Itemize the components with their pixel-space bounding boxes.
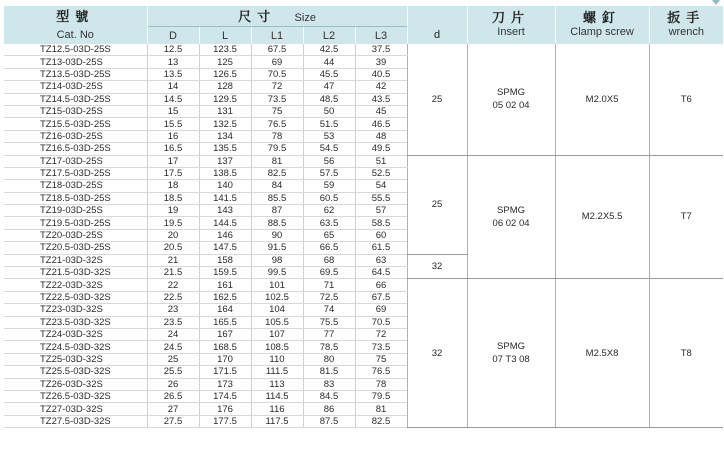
cat-no-cell: TZ25.5-03D-32S: [4, 366, 147, 378]
dim-D-cell: 14: [147, 81, 199, 93]
header-dimensions: 尺寸 Size: [147, 6, 407, 27]
dim-L3-cell: 37.5: [355, 44, 407, 56]
clamp-screw-cell: M2.0X5: [555, 44, 649, 155]
dim-D-cell: 13.5: [147, 68, 199, 80]
header-model-zh: 型號: [4, 6, 147, 27]
dim-L2-cell: 59: [303, 180, 355, 192]
cat-no-cell: TZ20-03D-25S: [4, 229, 147, 241]
cat-no-cell: TZ14-03D-25S: [4, 81, 147, 93]
dim-L2-cell: 68: [303, 254, 355, 266]
dim-D-cell: 20.5: [147, 242, 199, 254]
dim-D-cell: 27.5: [147, 415, 199, 427]
insert-code: 07 T3 08: [492, 354, 530, 366]
dim-L3-cell: 79.5: [355, 390, 407, 402]
dim-L1-cell: 85.5: [251, 192, 303, 204]
dim-L1-cell: 99.5: [251, 267, 303, 279]
dim-L3-cell: 67.5: [355, 291, 407, 303]
header-dim-L3: L3: [355, 27, 407, 45]
dim-L1-cell: 87: [251, 205, 303, 217]
dim-D-cell: 19: [147, 205, 199, 217]
dim-L2-cell: 84.5: [303, 390, 355, 402]
dim-L2-cell: 72.5: [303, 291, 355, 303]
dim-L-cell: 135.5: [199, 143, 251, 155]
table-row: [4, 155, 723, 167]
dim-D-cell: 20: [147, 229, 199, 241]
header-model-en: Cat. No: [4, 27, 147, 45]
dim-L1-cell: 113: [251, 378, 303, 390]
dim-L-cell: 158: [199, 254, 251, 266]
dim-L1-cell: 117.5: [251, 415, 303, 427]
cat-no-cell: TZ24-03D-32S: [4, 328, 147, 340]
dim-L3-cell: 39: [355, 56, 407, 68]
dim-L-cell: 131: [199, 105, 251, 117]
dim-L-cell: 173: [199, 378, 251, 390]
dim-L1-cell: 110: [251, 353, 303, 365]
dim-L2-cell: 78.5: [303, 341, 355, 353]
dim-L-cell: 159.5: [199, 267, 251, 279]
dim-L1-cell: 67.5: [251, 44, 303, 56]
clamp-screw-cell: M2.2X5.5: [555, 155, 649, 279]
dim-L-cell: 165.5: [199, 316, 251, 328]
dim-L3-cell: 42: [355, 81, 407, 93]
dim-L-cell: 146: [199, 229, 251, 241]
dim-L3-cell: 45: [355, 105, 407, 117]
header-clamp-screw: 螺釘 Clamp screw: [555, 6, 649, 44]
dim-L-cell: 141.5: [199, 192, 251, 204]
dim-L1-cell: 82.5: [251, 167, 303, 179]
cat-no-cell: TZ12.5-03D-25S: [4, 44, 147, 56]
cat-no-cell: TZ22.5-03D-32S: [4, 291, 147, 303]
cat-no-cell: TZ21.5-03D-32S: [4, 267, 147, 279]
dim-L2-cell: 83: [303, 378, 355, 390]
dim-L1-cell: 76.5: [251, 118, 303, 130]
dim-L3-cell: 73.5: [355, 341, 407, 353]
dim-L3-cell: 72: [355, 328, 407, 340]
dim-L-cell: 138.5: [199, 167, 251, 179]
dim-L1-cell: 88.5: [251, 217, 303, 229]
cat-no-cell: TZ13-03D-25S: [4, 56, 147, 68]
dim-D-cell: 21.5: [147, 267, 199, 279]
cat-no-cell: TZ19.5-03D-25S: [4, 217, 147, 229]
cat-no-cell: TZ16-03D-25S: [4, 130, 147, 142]
dim-D-cell: 24: [147, 328, 199, 340]
cat-no-cell: TZ19-03D-25S: [4, 205, 147, 217]
cat-no-cell: TZ13.5-03D-25S: [4, 68, 147, 80]
dim-L1-cell: 84: [251, 180, 303, 192]
header-dim-L: L: [199, 27, 251, 45]
dim-D-cell: 19.5: [147, 217, 199, 229]
dim-L-cell: 137: [199, 155, 251, 167]
dim-L3-cell: 75: [355, 353, 407, 365]
wrench-cell: T6: [649, 44, 723, 155]
dim-L-cell: 164: [199, 304, 251, 316]
dim-L3-cell: 81: [355, 403, 407, 415]
dim-D-cell: 26.5: [147, 390, 199, 402]
dim-L-cell: 147.5: [199, 242, 251, 254]
header-insert: 刀片 Insert: [467, 6, 555, 44]
dim-L1-cell: 107: [251, 328, 303, 340]
arrow-marker-icon: [712, 0, 720, 5]
dim-L3-cell: 82.5: [355, 415, 407, 427]
table-row: [4, 279, 723, 291]
dim-L2-cell: 57.5: [303, 167, 355, 179]
dim-L2-cell: 80: [303, 353, 355, 365]
dim-D-cell: 26: [147, 378, 199, 390]
dim-L-cell: 123.5: [199, 44, 251, 56]
dim-L3-cell: 49.5: [355, 143, 407, 155]
dim-L-cell: 168.5: [199, 341, 251, 353]
dim-L2-cell: 50: [303, 105, 355, 117]
dim-D-cell: 15: [147, 105, 199, 117]
dim-L2-cell: 44: [303, 56, 355, 68]
cat-no-cell: TZ22-03D-32S: [4, 279, 147, 291]
cat-no-cell: TZ15.5-03D-25S: [4, 118, 147, 130]
dim-D-cell: 17: [147, 155, 199, 167]
dim-L-cell: 171.5: [199, 366, 251, 378]
insert-code: 05 02 04: [492, 100, 530, 112]
shank-d-cell: 32: [407, 254, 467, 279]
dim-L3-cell: 55.5: [355, 192, 407, 204]
cat-no-cell: TZ21-03D-32S: [4, 254, 147, 266]
dim-L3-cell: 60: [355, 229, 407, 241]
dim-L-cell: 177.5: [199, 415, 251, 427]
dim-L3-cell: 66: [355, 279, 407, 291]
shank-d-cell: 32: [407, 279, 467, 428]
dim-L1-cell: 111.5: [251, 366, 303, 378]
dim-L1-cell: 116: [251, 403, 303, 415]
dim-D-cell: 25: [147, 353, 199, 365]
cat-no-cell: TZ23-03D-32S: [4, 304, 147, 316]
dim-D-cell: 15.5: [147, 118, 199, 130]
dim-D-cell: 25.5: [147, 366, 199, 378]
dim-L-cell: 167: [199, 328, 251, 340]
cat-no-cell: TZ15-03D-25S: [4, 105, 147, 117]
dim-D-cell: 18.5: [147, 192, 199, 204]
dim-L1-cell: 108.5: [251, 341, 303, 353]
dim-D-cell: 17.5: [147, 167, 199, 179]
dim-L1-cell: 91.5: [251, 242, 303, 254]
dim-L3-cell: 46.5: [355, 118, 407, 130]
dim-D-cell: 21: [147, 254, 199, 266]
clamp-screw-cell: M2.5X8: [555, 279, 649, 428]
dim-D-cell: 18: [147, 180, 199, 192]
dim-L1-cell: 72: [251, 81, 303, 93]
dim-D-cell: 24.5: [147, 341, 199, 353]
dim-L-cell: 128: [199, 81, 251, 93]
wrench-cell: T8: [649, 279, 723, 428]
dim-L3-cell: 76.5: [355, 366, 407, 378]
table-row: [4, 44, 723, 56]
dim-L2-cell: 51.5: [303, 118, 355, 130]
dim-D-cell: 27: [147, 403, 199, 415]
header-dim-L1: L1: [251, 27, 303, 45]
cat-no-cell: TZ18-03D-25S: [4, 180, 147, 192]
dim-L-cell: 140: [199, 180, 251, 192]
dim-L2-cell: 65: [303, 229, 355, 241]
dim-L1-cell: 104: [251, 304, 303, 316]
dim-L1-cell: 105.5: [251, 316, 303, 328]
dim-D-cell: 16: [147, 130, 199, 142]
dim-L2-cell: 86: [303, 403, 355, 415]
dim-L1-cell: 102.5: [251, 291, 303, 303]
dim-L2-cell: 63.5: [303, 217, 355, 229]
dim-L2-cell: 48.5: [303, 93, 355, 105]
cat-no-cell: TZ14.5-03D-25S: [4, 93, 147, 105]
header-dim-D: D: [147, 27, 199, 45]
insert-name: SPMG: [497, 87, 526, 99]
dim-L2-cell: 60.5: [303, 192, 355, 204]
dim-L2-cell: 53: [303, 130, 355, 142]
dim-L-cell: 129.5: [199, 93, 251, 105]
dim-L1-cell: 78: [251, 130, 303, 142]
dim-L1-cell: 79.5: [251, 143, 303, 155]
dim-L3-cell: 54: [355, 180, 407, 192]
dim-D-cell: 22: [147, 279, 199, 291]
dim-D-cell: 23: [147, 304, 199, 316]
dim-L-cell: 176: [199, 403, 251, 415]
dim-D-cell: 22.5: [147, 291, 199, 303]
dim-L1-cell: 73.5: [251, 93, 303, 105]
dim-L1-cell: 101: [251, 279, 303, 291]
dim-D-cell: 23.5: [147, 316, 199, 328]
dim-L3-cell: 69: [355, 304, 407, 316]
dim-L3-cell: 64.5: [355, 267, 407, 279]
header-d: d: [407, 6, 467, 44]
dim-L1-cell: 81: [251, 155, 303, 167]
cat-no-cell: TZ18.5-03D-25S: [4, 192, 147, 204]
cat-no-cell: TZ27-03D-32S: [4, 403, 147, 415]
insert-name: SPMG: [497, 341, 526, 353]
header-wrench: 扳手 wrench: [649, 6, 723, 44]
cat-no-cell: TZ25-03D-32S: [4, 353, 147, 365]
dim-L-cell: 170: [199, 353, 251, 365]
dim-L2-cell: 47: [303, 81, 355, 93]
dim-L-cell: 143: [199, 205, 251, 217]
dim-L-cell: 134: [199, 130, 251, 142]
cat-no-cell: TZ24.5-03D-32S: [4, 341, 147, 353]
wrench-cell: T7: [649, 155, 723, 279]
dim-L3-cell: 48: [355, 130, 407, 142]
insert-code: 06 02 04: [492, 217, 530, 229]
header-dim-L2: L2: [303, 27, 355, 45]
shank-d-cell: 25: [407, 155, 467, 254]
dim-D-cell: 14.5: [147, 93, 199, 105]
dim-L-cell: 162.5: [199, 291, 251, 303]
insert-name: SPMG: [497, 204, 526, 216]
dim-L3-cell: 52.5: [355, 167, 407, 179]
insert-cell: [467, 279, 555, 428]
dim-L2-cell: 56: [303, 155, 355, 167]
cat-no-cell: TZ16.5-03D-25S: [4, 143, 147, 155]
dim-L3-cell: 63: [355, 254, 407, 266]
dim-L-cell: 126.5: [199, 68, 251, 80]
dim-L-cell: 161: [199, 279, 251, 291]
dim-L-cell: 174.5: [199, 390, 251, 402]
dim-D-cell: 12.5: [147, 44, 199, 56]
dim-L3-cell: 43.5: [355, 93, 407, 105]
dim-L3-cell: 58.5: [355, 217, 407, 229]
dim-L2-cell: 62: [303, 205, 355, 217]
dim-L2-cell: 75.5: [303, 316, 355, 328]
dim-L3-cell: 78: [355, 378, 407, 390]
dim-L2-cell: 69.5: [303, 267, 355, 279]
dim-L2-cell: 74: [303, 304, 355, 316]
dim-L1-cell: 98: [251, 254, 303, 266]
spec-table: [4, 6, 723, 428]
dim-L2-cell: 77: [303, 328, 355, 340]
dim-L1-cell: 70.5: [251, 68, 303, 80]
insert-cell: [467, 44, 555, 155]
dim-L2-cell: 45.5: [303, 68, 355, 80]
dim-L-cell: 125: [199, 56, 251, 68]
dim-L1-cell: 75: [251, 105, 303, 117]
dim-L3-cell: 40.5: [355, 68, 407, 80]
dim-L2-cell: 42.5: [303, 44, 355, 56]
dim-L-cell: 132.5: [199, 118, 251, 130]
cat-no-cell: TZ17-03D-25S: [4, 155, 147, 167]
cat-no-cell: TZ23.5-03D-32S: [4, 316, 147, 328]
cat-no-cell: TZ20.5-03D-25S: [4, 242, 147, 254]
dim-D-cell: 16.5: [147, 143, 199, 155]
dim-L2-cell: 66.5: [303, 242, 355, 254]
dim-L3-cell: 61.5: [355, 242, 407, 254]
dim-L1-cell: 114.5: [251, 390, 303, 402]
dim-L2-cell: 54.5: [303, 143, 355, 155]
dim-L2-cell: 87.5: [303, 415, 355, 427]
dim-L2-cell: 81.5: [303, 366, 355, 378]
shank-d-cell: 25: [407, 44, 467, 155]
cat-no-cell: TZ17.5-03D-25S: [4, 167, 147, 179]
dim-L3-cell: 70.5: [355, 316, 407, 328]
cat-no-cell: TZ27.5-03D-32S: [4, 415, 147, 427]
cat-no-cell: TZ26-03D-32S: [4, 378, 147, 390]
dim-L1-cell: 90: [251, 229, 303, 241]
insert-cell: [467, 155, 555, 279]
cat-no-cell: TZ26.5-03D-32S: [4, 390, 147, 402]
dim-L1-cell: 69: [251, 56, 303, 68]
dim-L-cell: 144.5: [199, 217, 251, 229]
table-body: [4, 44, 723, 428]
dim-L3-cell: 57: [355, 205, 407, 217]
dim-D-cell: 13: [147, 56, 199, 68]
dim-L2-cell: 71: [303, 279, 355, 291]
dim-L3-cell: 51: [355, 155, 407, 167]
